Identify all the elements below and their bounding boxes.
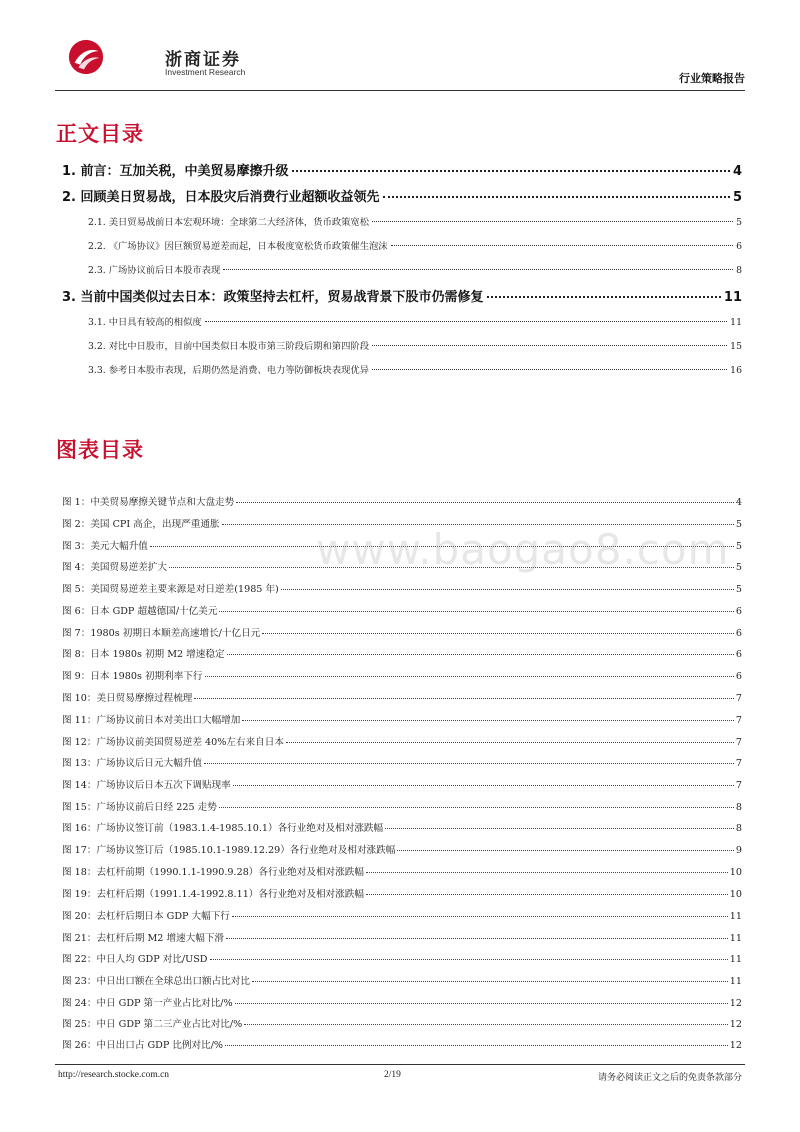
page-number: 12	[729, 998, 742, 1009]
dot-leader	[227, 654, 734, 655]
page-number: 6	[736, 241, 742, 252]
figure-entry[interactable]: 图 2：美国 CPI 高企，出现严重通胀 5	[62, 519, 742, 530]
page-number: 8	[736, 265, 742, 276]
company-logo-icon	[67, 38, 105, 76]
dot-leader	[219, 611, 733, 612]
page-number: 7	[735, 758, 742, 769]
header-rule	[55, 90, 745, 91]
page-number: 11	[729, 933, 742, 944]
figure-entry[interactable]: 图 1：中美贸易摩擦关键节点和大盘走势 4	[62, 497, 742, 508]
toc-entry[interactable]: 1. 前言：互加关税，中美贸易摩擦升级 4	[62, 164, 742, 179]
figure-entry[interactable]: 图 23：中日出口额在全球总出口额占比对比 11	[62, 976, 742, 987]
dot-leader	[372, 221, 733, 222]
figure-entry[interactable]: 图 24：中日 GDP 第一产业占比对比/% 12	[62, 998, 742, 1009]
page-number: 9	[735, 845, 742, 856]
dot-leader	[292, 170, 730, 172]
page-number: 5	[736, 217, 742, 228]
figure-entry[interactable]: 图 12：广场协议前美国贸易逆差 40%左右来自日本 7	[62, 737, 742, 748]
dot-leader	[223, 269, 733, 270]
figure-entry[interactable]: 图 26：中日出口占 GDP 比例对比/% 12	[62, 1040, 742, 1051]
toc-entry[interactable]: 3.3. 参考日本股市表现，后期仍然是消费、电力等防御板块表现优异 16	[88, 365, 742, 376]
dot-leader	[205, 321, 727, 322]
page-number: 10	[729, 889, 742, 900]
figure-entry[interactable]: 图 16：广场协议签订前（1983.1.4-1985.10.1）各行业绝对及相对涨跌幅 8	[62, 823, 742, 834]
footer-url[interactable]: http://research.stocke.com.cn	[58, 1070, 170, 1080]
figure-entry[interactable]: 图 20：去杠杆后期日本 GDP 大幅下行 11	[62, 911, 742, 922]
dot-leader	[235, 1003, 728, 1004]
dot-leader	[385, 828, 734, 829]
figure-entry[interactable]: 图 21：去杠杆后期 M2 增速大幅下滑 11	[62, 933, 742, 944]
company-name-cn: 浙商证券	[165, 50, 241, 70]
toc-entry[interactable]: 2.2. 《广场协议》因巨额贸易逆差而起，日本极度宽松货币政策催生泡沫 6	[88, 241, 742, 252]
page-header	[55, 32, 745, 90]
dot-leader	[233, 785, 734, 786]
dot-leader	[281, 589, 734, 590]
page-number: 4	[735, 497, 742, 508]
figure-entry[interactable]: 图 14：广场协议后日本五次下调贴现率 7	[62, 780, 742, 791]
page-number: 10	[729, 867, 742, 878]
dot-leader	[226, 938, 728, 939]
figure-entry[interactable]: 图 11：广场协议前日本对美出口大幅增加 7	[62, 715, 742, 726]
figure-entry[interactable]: 图 19：去杠杆后期（1991.1.4-1992.8.11）各行业绝对及相对涨跌幅 10	[62, 889, 742, 900]
dot-leader	[225, 1045, 728, 1046]
figure-entry[interactable]: 图 18：去杠杆前期（1990.1.1-1990.9.28）各行业绝对及相对涨跌幅 10	[62, 867, 742, 878]
figure-entry[interactable]: 图 17：广场协议签订后（1985.10.1-1989.12.29）各行业绝对及相对涨跌幅 9	[62, 845, 742, 856]
page-number: 11	[729, 976, 742, 987]
toc-entry[interactable]: 2.3. 广场协议前后日本股市表现 8	[88, 265, 742, 276]
dot-leader	[236, 502, 734, 503]
company-name-en: Investment Research	[165, 67, 246, 77]
figure-entry[interactable]: 图 4：美国贸易逆差扩大 5	[62, 562, 742, 573]
toc-entry[interactable]: 3. 当前中国类似过去日本：政策坚持去杠杆，贸易战背景下股市仍需修复 11	[62, 290, 742, 305]
page-number: 11	[730, 317, 742, 328]
figure-entry[interactable]: 图 6：日本 GDP 超越德国/十亿美元 6	[62, 606, 742, 617]
dot-leader	[219, 807, 734, 808]
report-type: 行业策略报告	[679, 72, 745, 85]
page-number: 7	[735, 715, 742, 726]
dot-leader	[252, 981, 728, 982]
page-number: 6	[735, 671, 742, 682]
figure-entry[interactable]: 图 15：广场协议前后日经 225 走势 8	[62, 802, 742, 813]
page-number: 7	[735, 780, 742, 791]
figure-entry[interactable]: 图 13：广场协议后日元大幅升值 7	[62, 758, 742, 769]
page-number: 4	[732, 164, 742, 179]
dot-leader	[205, 676, 734, 677]
footer-rule	[55, 1064, 745, 1065]
page-number: 5	[735, 584, 742, 595]
page-number: 16	[730, 365, 742, 376]
figures-title: 图表目录	[56, 438, 144, 462]
figure-entry[interactable]: 图 10：美日贸易摩擦过程梳理 7	[62, 693, 742, 704]
dot-leader	[366, 872, 728, 873]
page-number: 12	[729, 1040, 742, 1051]
figure-entry[interactable]: 图 25：中日 GDP 第二三产业占比对比/% 12	[62, 1019, 742, 1030]
page-number: 5	[732, 190, 742, 205]
page-number: 11	[729, 911, 742, 922]
toc-entry[interactable]: 2.1. 美日贸易战前日本宏观环境：全球第二大经济体，货币政策宽松 5	[88, 217, 742, 228]
dot-leader	[262, 633, 734, 634]
footer-page-number: 2/19	[384, 1070, 401, 1080]
page-number: 5	[735, 541, 742, 552]
dot-leader	[286, 742, 734, 743]
dot-leader	[210, 959, 728, 960]
toc-entry[interactable]: 3.2. 对比中日股市，目前中国类似日本股市第三阶段后期和第四阶段 15	[88, 341, 742, 352]
dot-leader	[391, 245, 733, 246]
page-number: 5	[735, 562, 742, 573]
page-number: 6	[735, 606, 742, 617]
page-number: 11	[729, 954, 742, 965]
dot-leader	[372, 345, 727, 346]
page-number: 5	[735, 519, 742, 530]
figure-entry[interactable]: 图 5：美国贸易逆差主要来源是对日逆差(1985 年) 5	[62, 584, 742, 595]
toc-entry[interactable]: 2. 回顾美日贸易战，日本股灾后消费行业超额收益领先 5	[62, 190, 742, 205]
dot-leader	[204, 763, 734, 764]
page-number: 12	[729, 1019, 742, 1030]
figure-entry[interactable]: 图 3：美元大幅升值 5	[62, 541, 742, 552]
dot-leader	[242, 720, 734, 721]
page-number: 7	[735, 693, 742, 704]
page-number: 15	[730, 341, 742, 352]
watermark: www.baogao8.com	[316, 525, 730, 574]
dot-leader	[487, 296, 721, 298]
dot-leader	[383, 196, 730, 198]
page-number: 11	[723, 290, 742, 305]
figure-entry[interactable]: 图 8：日本 1980s 初期 M2 增速稳定 6	[62, 649, 742, 660]
figure-entry[interactable]: 图 7：1980s 初期日本顺差高速增长/十亿日元 6	[62, 628, 742, 639]
dot-leader	[232, 916, 728, 917]
dot-leader	[244, 1024, 728, 1025]
dot-leader	[397, 850, 734, 851]
figure-entry[interactable]: 图 9：日本 1980s 初期利率下行 6	[62, 671, 742, 682]
page-number: 8	[735, 823, 742, 834]
dot-leader	[372, 369, 727, 370]
dot-leader	[366, 894, 728, 895]
toc-entry[interactable]: 3.1. 中日具有较高的相似度 11	[88, 317, 742, 328]
page-number: 6	[735, 628, 742, 639]
toc-title: 正文目录	[56, 122, 144, 146]
footer-disclaimer: 请务必阅读正文之后的免责条款部分	[597, 1073, 742, 1083]
dot-leader	[194, 698, 734, 699]
page-number: 6	[735, 649, 742, 660]
page-number: 8	[735, 802, 742, 813]
page-number: 7	[735, 737, 742, 748]
figure-entry[interactable]: 图 22：中日人均 GDP 对比/USD 11	[62, 954, 742, 965]
